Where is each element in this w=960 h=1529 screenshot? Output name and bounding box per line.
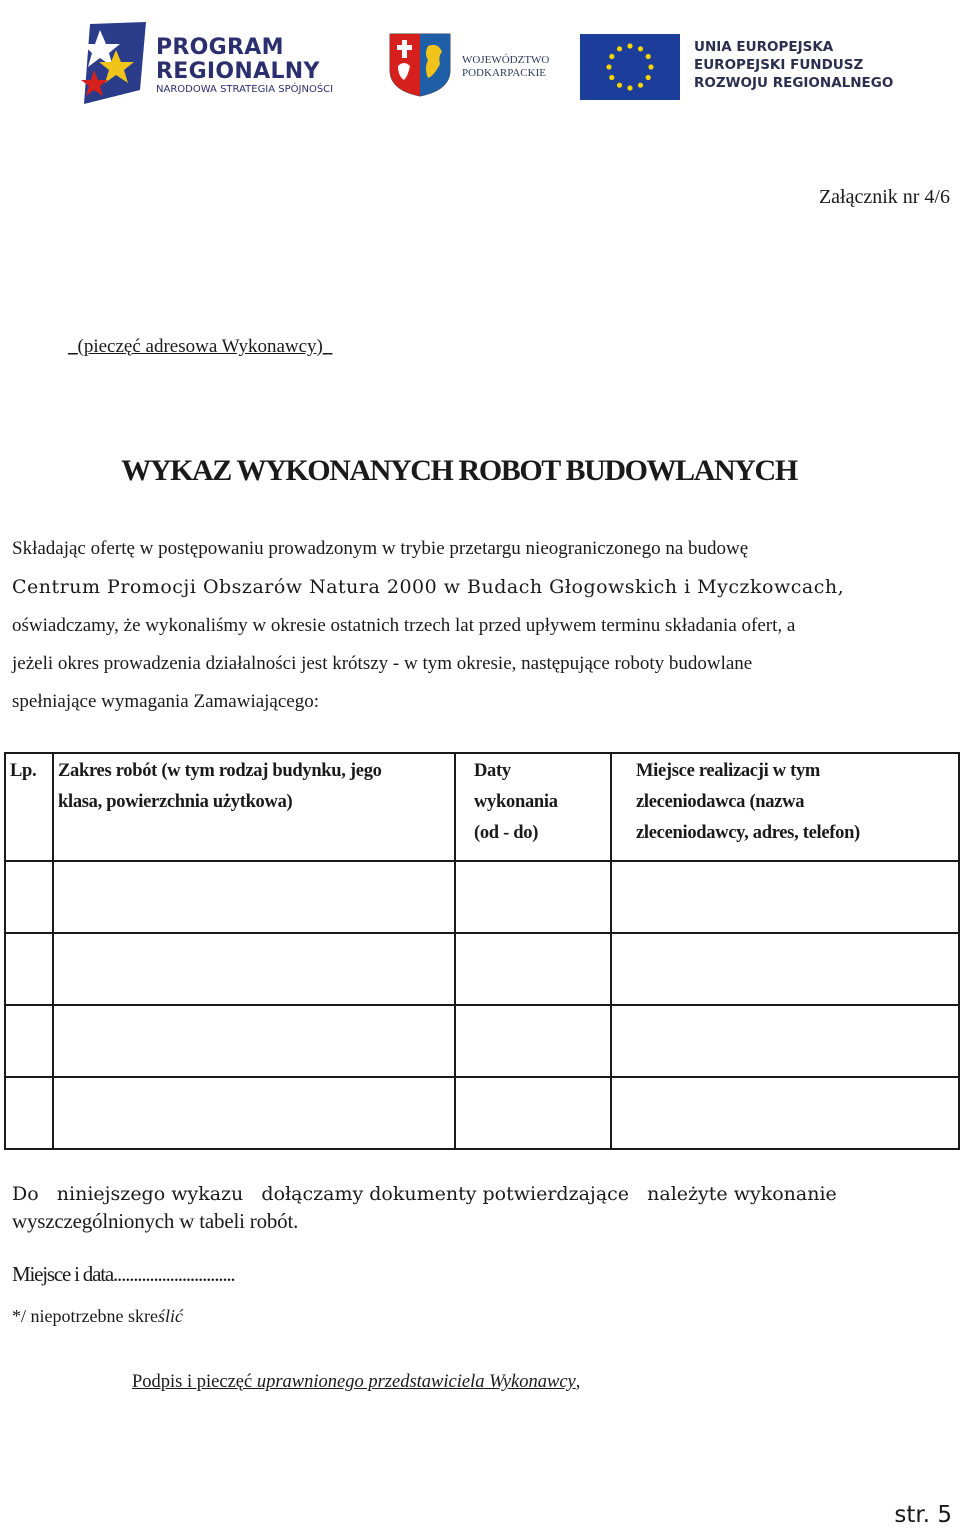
header-place-line2: zleceniodawca (nazwa <box>636 792 805 812</box>
eu-flag-icon <box>580 34 680 100</box>
intro-paragraph <box>12 530 942 721</box>
program-line2: REGIONALNY <box>156 59 320 84</box>
signature-suffix: , <box>575 1372 581 1392</box>
table-cell[interactable] <box>611 861 959 933</box>
header-dates-line2: wykonania <box>474 792 558 812</box>
program-tagline: NARODOWA STRATEGIA SPÓJNOŚCI <box>156 84 334 95</box>
footnote-italic: ślić <box>157 1306 183 1326</box>
place-date-field: Miejsce i data.............................. <box>12 1262 235 1286</box>
header-dates-line3: (od - do) <box>474 823 539 843</box>
program-line1: PROGRAM <box>156 35 284 60</box>
closing-line-2: wyszczególnionych w tabeli robót. <box>12 1209 299 1233</box>
header-dates-line1: Daty <box>474 761 511 781</box>
table-cell[interactable] <box>455 861 611 933</box>
signature-prefix: Podpis i pieczęć <box>132 1372 257 1392</box>
intro-line-5: spełniające wymagania Zamawiającego: <box>12 691 320 713</box>
eu-line3: ROZWOJU REGIONALNEGO <box>694 75 894 91</box>
header-lp: Lp. <box>5 753 53 861</box>
table-row <box>5 1077 959 1149</box>
table-cell[interactable] <box>53 1005 455 1077</box>
voivodeship-line2: PODKARPACKIE <box>462 67 546 79</box>
header-dates <box>455 753 611 861</box>
table-cell[interactable] <box>611 933 959 1005</box>
header-place-line3: zleceniodawcy, adres, telefon) <box>636 823 860 843</box>
table-cell[interactable] <box>5 861 53 933</box>
program-name <box>156 36 320 84</box>
eu-fund-name <box>694 38 893 92</box>
header-place-line1: Miejsce realizacji w tym <box>636 761 821 781</box>
table-cell[interactable] <box>455 933 611 1005</box>
table-row <box>5 1005 959 1077</box>
document-title: WYKAZ WYKONANYCH ROBOT BUDOWLANYCH <box>121 454 797 487</box>
table-header-row <box>5 753 959 861</box>
voivodeship-line1: WOJEWÓDZTWO <box>462 54 550 66</box>
table-cell[interactable] <box>5 1005 53 1077</box>
table-cell[interactable] <box>53 1077 455 1149</box>
voivodeship-name <box>462 54 549 80</box>
closing-line-1: Do niniejszego wykazu dołączamy dokumenty potwierdzające należyte wykonanie <box>12 1183 837 1205</box>
page-number: str. 5 <box>894 1502 952 1528</box>
signature-line <box>132 1372 580 1393</box>
header-scope-line1: Zakres robót (w tym rodzaj budynku, jego <box>58 761 382 781</box>
works-table <box>4 752 960 1150</box>
program-regionalny-logo-icon <box>80 20 148 106</box>
table-cell[interactable] <box>53 933 455 1005</box>
header-scope <box>53 753 455 861</box>
intro-line-3: oświadczamy, że wykonaliśmy w okresie ostatnich trzech lat przed upływem terminu składania ofert, a <box>12 614 796 636</box>
intro-line-4: jeżeli okres prowadzenia działalności jest krótszy - w tym okresie, następujące roboty budowlane <box>12 652 753 674</box>
table-row <box>5 861 959 933</box>
footnote-prefix: */ niepotrzebne skre <box>12 1306 158 1326</box>
annex-label: Załącznik nr 4/6 <box>818 186 950 208</box>
table-cell[interactable] <box>611 1005 959 1077</box>
table-cell[interactable] <box>53 861 455 933</box>
table-row <box>5 933 959 1005</box>
podkarpackie-coat-of-arms-icon <box>388 32 452 98</box>
table-cell[interactable] <box>5 1077 53 1149</box>
table-cell[interactable] <box>455 1077 611 1149</box>
intro-line-2: Centrum Promocji Obszarów Natura 2000 w Budach Głogowskich i Myczkowcach, <box>12 576 845 599</box>
table-cell[interactable] <box>455 1005 611 1077</box>
eu-line2: EUROPEJSKI FUNDUSZ <box>694 57 864 73</box>
intro-line-1: Składając ofertę w postępowaniu prowadzonym w trybie przetargu nieograniczonego na budowę <box>12 538 749 559</box>
signature-italic: uprawnionego przedstawiciela Wykonawcy <box>256 1372 576 1392</box>
header-place <box>611 753 959 861</box>
eu-line1: UNIA EUROPEJSKA <box>694 39 834 55</box>
table-cell[interactable] <box>5 933 53 1005</box>
stamp-label: _(pieczęć adresowa Wykonawcy)_ <box>68 336 333 357</box>
footnote <box>12 1306 183 1327</box>
header-scope-line2: klasa, powierzchnia użytkowa) <box>58 792 293 812</box>
closing-paragraph <box>12 1180 932 1235</box>
table-cell[interactable] <box>611 1077 959 1149</box>
